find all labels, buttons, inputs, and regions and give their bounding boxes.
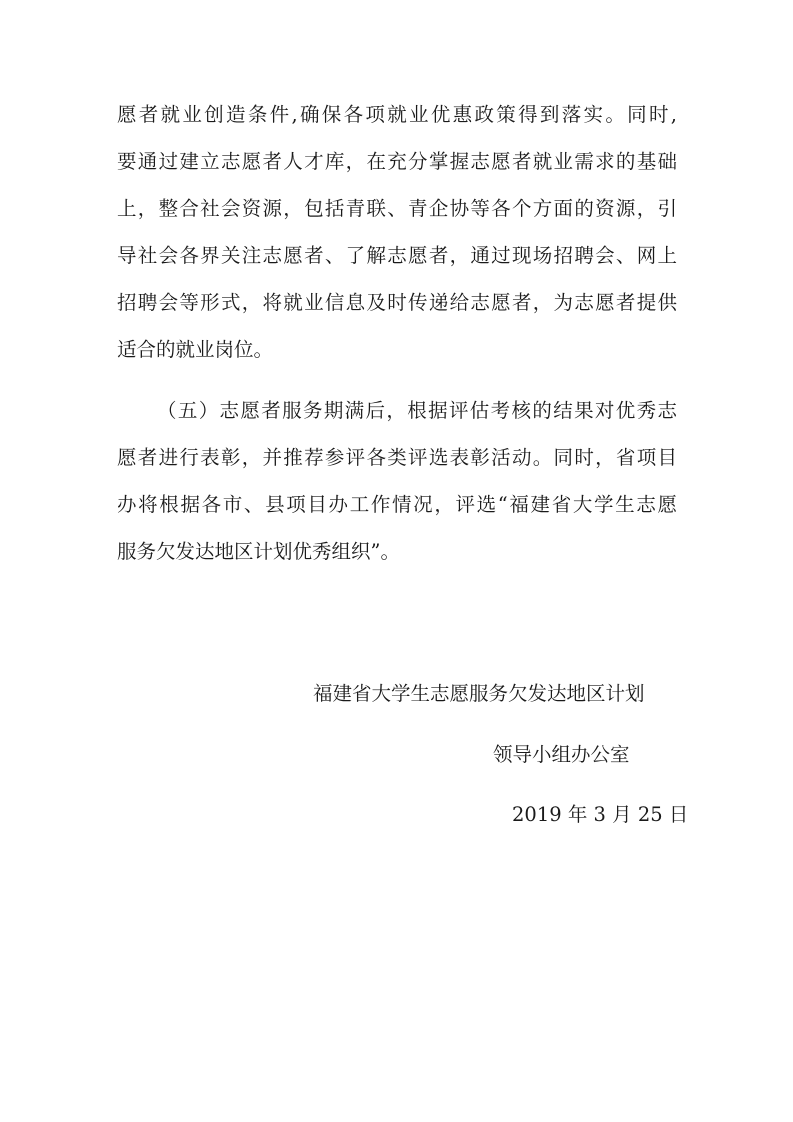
signature-office: 领导小组办公室 bbox=[493, 743, 630, 766]
paragraph-1-line-1: 愿者就业创造条件,确保各项就业优惠政策得到落实。同时, bbox=[117, 103, 677, 126]
paragraph-2-line-3: 办将根据各市、县项目办工作情况，评选“福建省大学生志愿 bbox=[117, 493, 677, 516]
paragraph-2-line-2: 愿者进行表彰，并推荐参评各类评选表彰活动。同时，省项目 bbox=[117, 446, 677, 469]
paragraph-1-line-6: 适合的就业岗位。 bbox=[117, 338, 274, 361]
signature-organization: 福建省大学生志愿服务欠发达地区计划 bbox=[313, 682, 645, 705]
paragraph-1-line-4: 导社会各界关注志愿者、了解志愿者，通过现场招聘会、网上 bbox=[117, 244, 677, 267]
paragraph-2-line-1: （五）志愿者服务期满后，根据评估考核的结果对优秀志 bbox=[157, 399, 677, 422]
signature-date: 2019 年 3 月 25 日 bbox=[512, 803, 689, 826]
paragraph-1-line-3: 上，整合社会资源，包括青联、青企协等各个方面的资源，引 bbox=[117, 197, 677, 220]
paragraph-1-line-2: 要通过建立志愿者人才库，在充分掌握志愿者就业需求的基础 bbox=[117, 150, 677, 173]
paragraph-1-line-5: 招聘会等形式，将就业信息及时传递给志愿者，为志愿者提供 bbox=[117, 291, 677, 314]
paragraph-2-line-4: 服务欠发达地区计划优秀组织”。 bbox=[117, 540, 400, 563]
